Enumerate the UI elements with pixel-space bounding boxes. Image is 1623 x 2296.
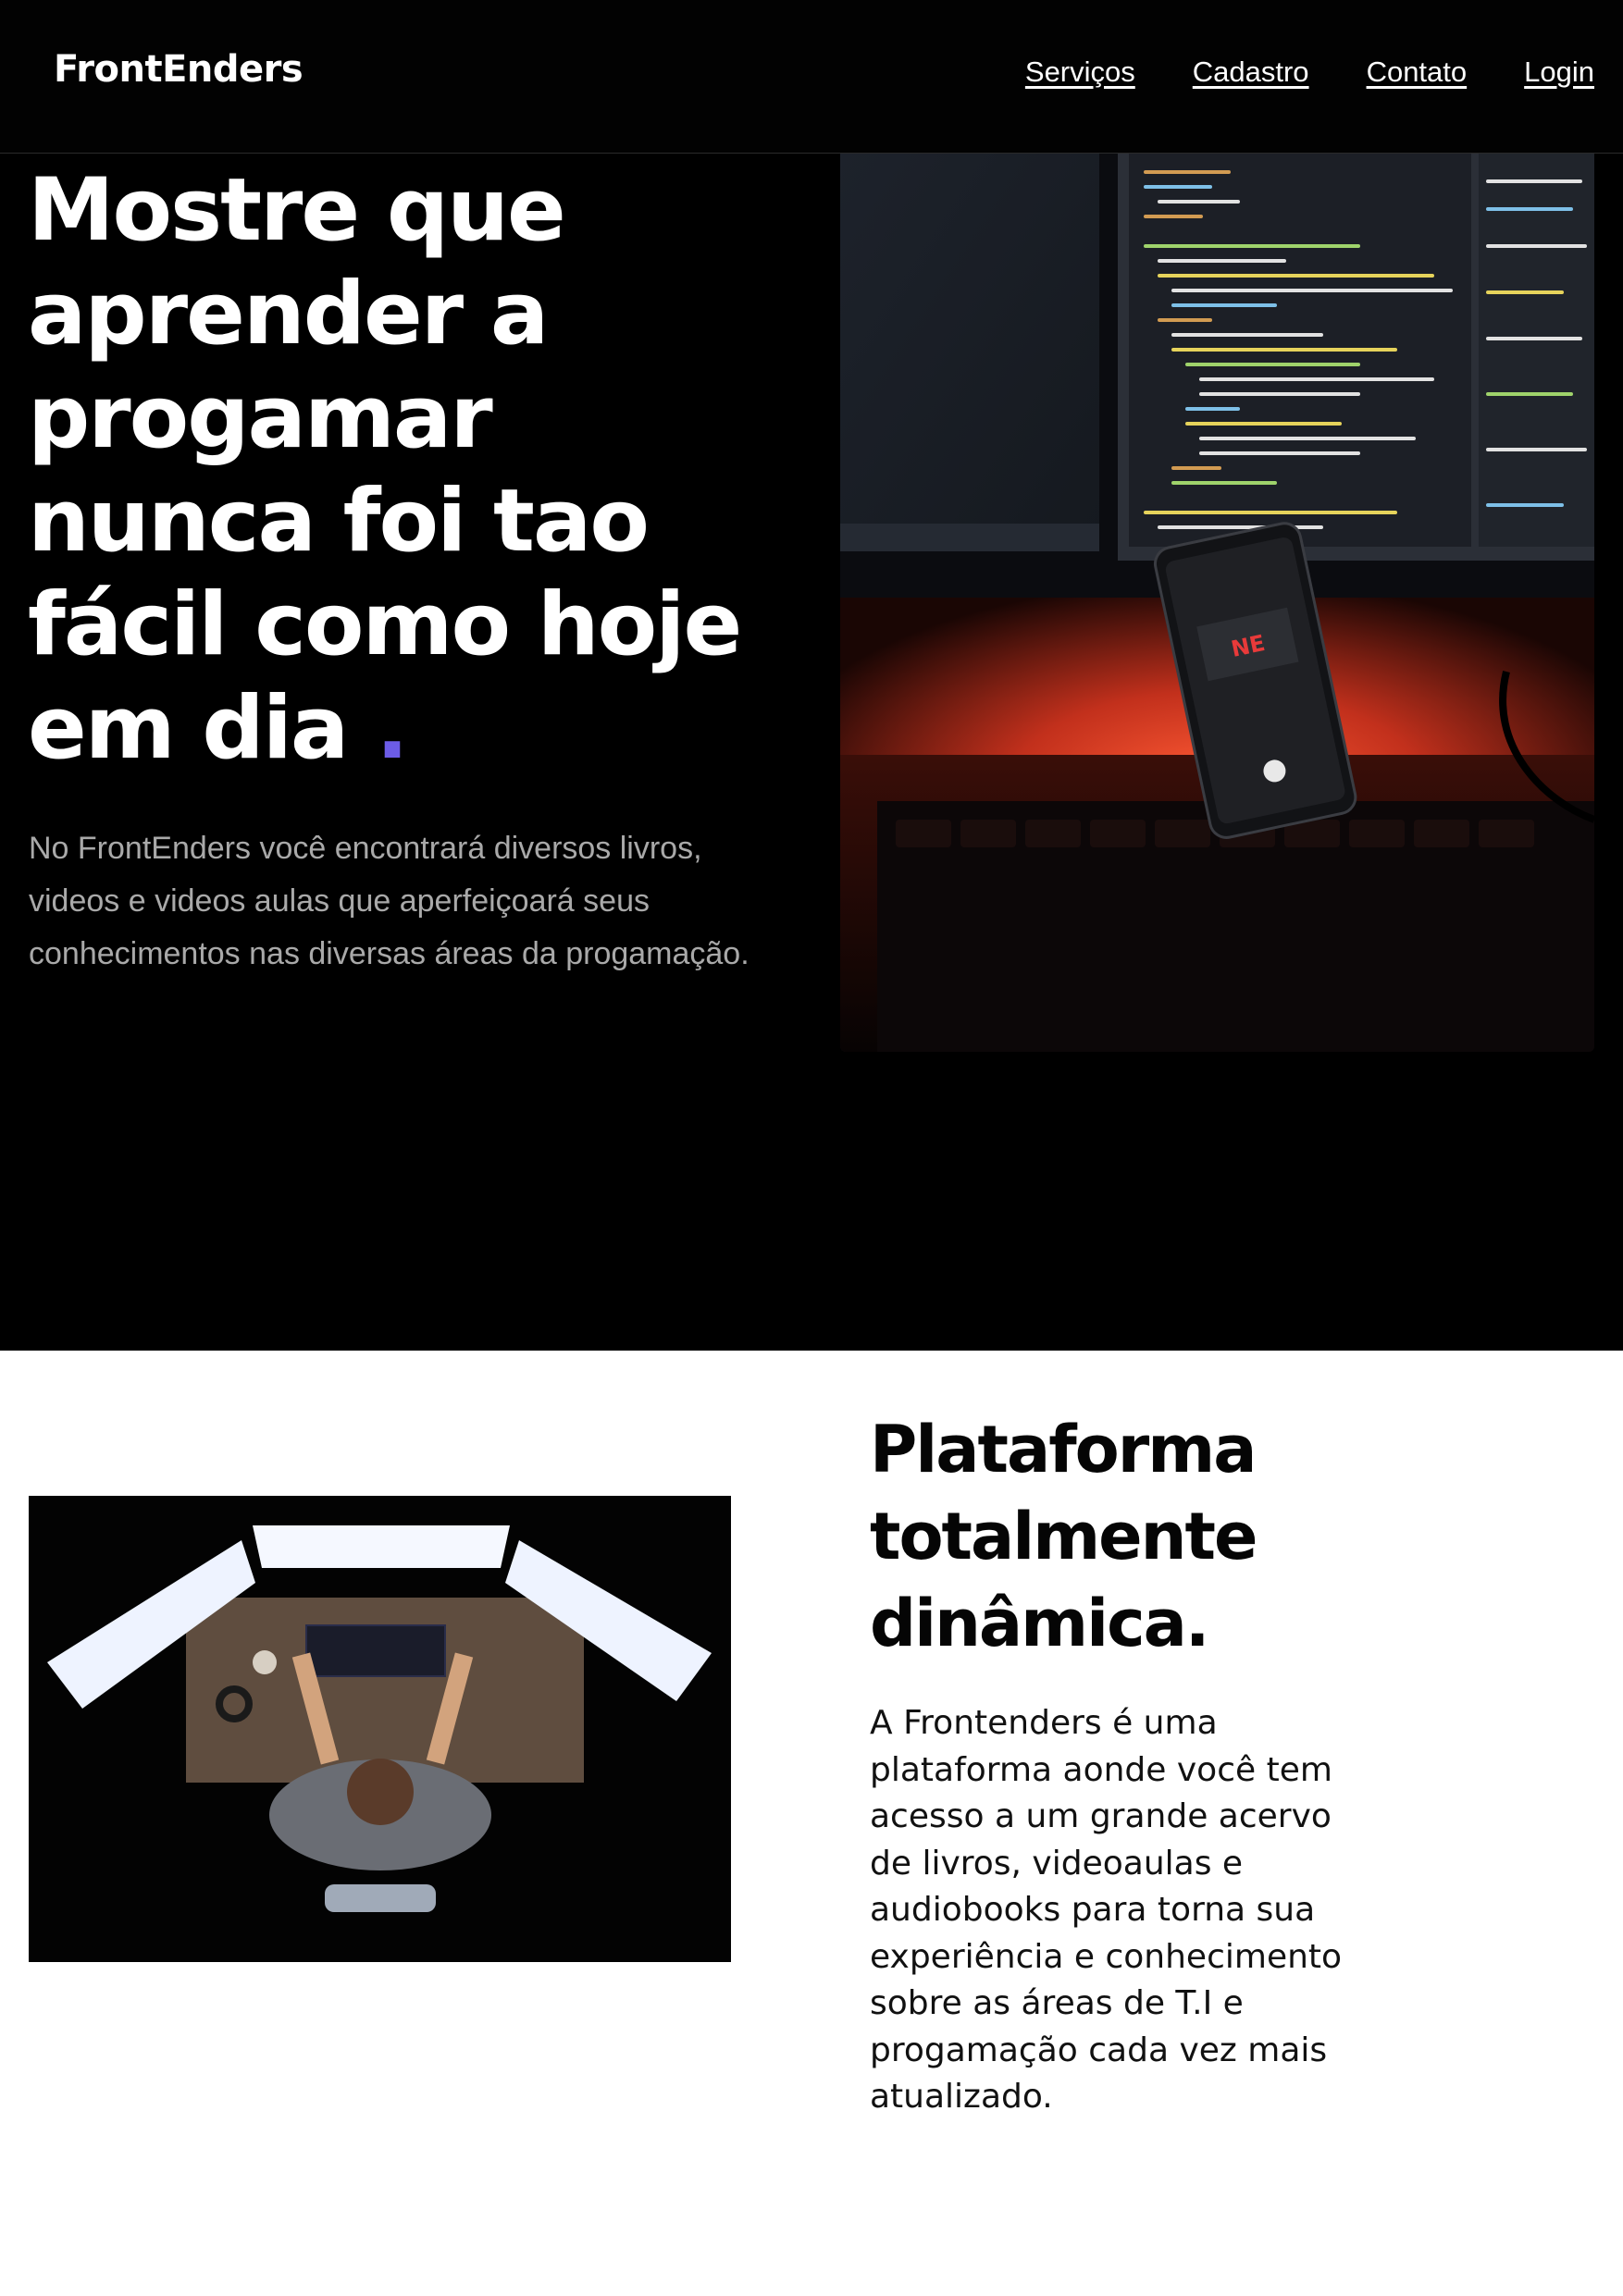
feature-description: A Frontenders é uma plataforma aonde você tem acesso a um grande acervo de livros, videoaulas e audiobooks para torna sua experiência e conhecimento sobre as áreas de T.I e progamação cada vez mais atualizado. <box>870 1704 1343 2116</box>
hero-title <box>28 159 805 781</box>
feature-title: Plataforma totalmente dinâmica. <box>870 1412 1257 1661</box>
nav-link-login[interactable]: Login <box>1524 56 1594 88</box>
hero-title-text: Mostre que aprender a progamar nunca foi tao fácil como hoje em dia <box>28 160 741 779</box>
main-nav <box>1025 56 1594 89</box>
nav-link-contato[interactable]: Contato <box>1366 56 1468 88</box>
hero-description: No FrontEnders você encontrará diversos livros, videos e videos aulas que aperfeiçoará seus conhecimentos nas diversas áreas da progamação. <box>29 831 750 971</box>
desk-setup-photo <box>29 1496 731 1962</box>
site-header <box>0 0 1623 154</box>
svg-text:NE: NE <box>1228 629 1268 662</box>
site-logo[interactable]: FrontEnders <box>54 48 304 91</box>
nav-link-cadastro[interactable]: Cadastro <box>1192 56 1309 88</box>
nav-link-servicos[interactable]: Serviços <box>1024 56 1135 88</box>
code-monitor-phone-photo <box>840 154 1594 1052</box>
hero-title-accent: . <box>376 678 407 779</box>
hero-section <box>0 154 1623 1351</box>
